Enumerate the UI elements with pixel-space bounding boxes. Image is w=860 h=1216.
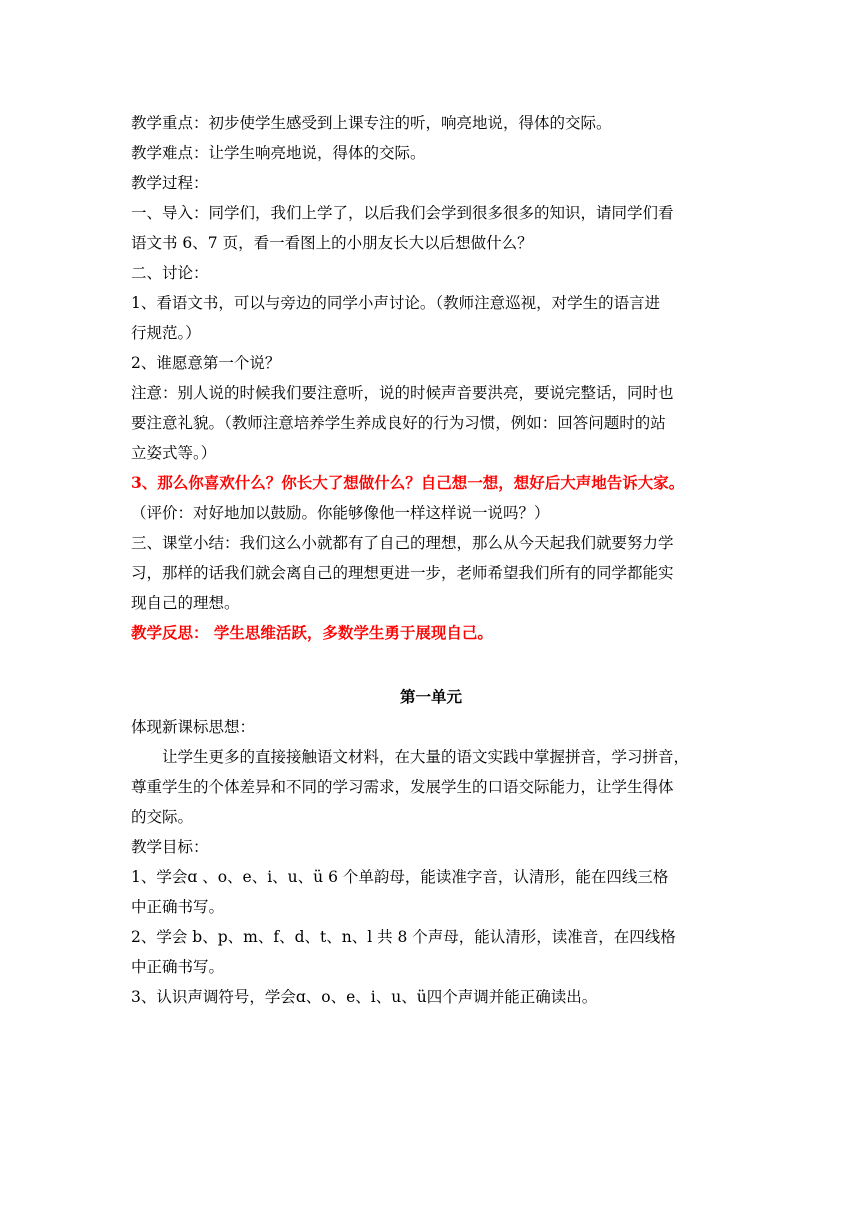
goal-2-line-1: 2、学会 b、p、m、f、d、t、n、l 共 8 个声母，能认清形，读准音，在四线格 xyxy=(131,928,676,946)
curriculum-idea-line-1: 让学生更多的直接接触语文材料，在大量的语文实践中掌握拼音，学习拼音， xyxy=(162,748,690,766)
evaluation-note: （评价：对好地加以鼓励。你能够像他一样这样说一说吗？） xyxy=(131,504,550,522)
unit-heading: 第一单元 xyxy=(399,687,462,706)
teaching-goals-label: 教学目标： xyxy=(131,838,209,856)
goal-2-line-2: 中正确书写。 xyxy=(131,958,225,976)
summary-line-1: 三、课堂小结：我们这么小就都有了自己的理想，那么从今天起我们就要努力学 xyxy=(131,534,674,552)
discussion-item-2: 2、谁愿意第一个说？ xyxy=(131,354,281,372)
discussion-item-3-emphasis: 3、那么你喜欢什么？你长大了想做什么？自己想一想，想好后大声地告诉大家。 xyxy=(131,473,685,492)
discussion-item-1-line-2: 行规范。） xyxy=(131,324,201,342)
goal-1-line-1: 1、学会ɑ 、o、e、i、u、ü 6 个单韵母，能读准字音，认清形，能在四线三格 xyxy=(131,868,669,886)
goal-3: 3、认识声调符号，学会ɑ、o、e、i、u、ü四个声调并能正确读出。 xyxy=(131,988,598,1006)
discussion-item-1-line-1: 1、看语文书，可以与旁边的同学小声讨论。（教师注意巡视，对学生的语言进 xyxy=(131,294,661,312)
curriculum-idea-line-3: 的交际。 xyxy=(131,808,194,826)
summary-line-3: 现自己的理想。 xyxy=(131,594,240,612)
summary-line-2: 习，那样的话我们就会离自己的理想更进一步，老师希望我们所有的同学都能实 xyxy=(131,564,674,582)
curriculum-idea-line-2: 尊重学生的个体差异和不同的学习需求，发展学生的口语交际能力，让学生得体 xyxy=(131,778,674,796)
goal-1-line-2: 中正确书写。 xyxy=(131,898,225,916)
note-line-3: 立姿式等。） xyxy=(131,444,217,462)
section-gap xyxy=(131,648,731,682)
note-line-1: 注意：别人说的时候我们要注意听，说的时候声音要洪亮，要说完整话，同时也 xyxy=(131,384,674,402)
intro-line-2: 语文书 6、7 页，看一看图上的小朋友长大以后想做什么？ xyxy=(131,234,533,252)
curriculum-idea-label: 体现新课标思想： xyxy=(131,718,256,736)
teaching-difficulty: 教学难点：让学生响亮地说，得体的交际。 xyxy=(131,144,426,162)
document-page xyxy=(131,108,731,1012)
teaching-focus: 教学重点：初步使学生感受到上课专注的听，响亮地说，得体的交际。 xyxy=(131,114,612,132)
discussion-label: 二、讨论： xyxy=(131,264,209,282)
intro-line-1: 一、导入：同学们，我们上学了，以后我们会学到很多很多的知识，请同学们看 xyxy=(131,204,674,222)
teaching-process-label: 教学过程： xyxy=(131,174,209,192)
note-line-2: 要注意礼貌。（教师注意培养学生养成良好的行为习惯，例如：回答问题时的站 xyxy=(131,414,666,432)
teaching-reflection: 教学反思： 学生思维活跃，多数学生勇于展现自己。 xyxy=(131,623,493,642)
